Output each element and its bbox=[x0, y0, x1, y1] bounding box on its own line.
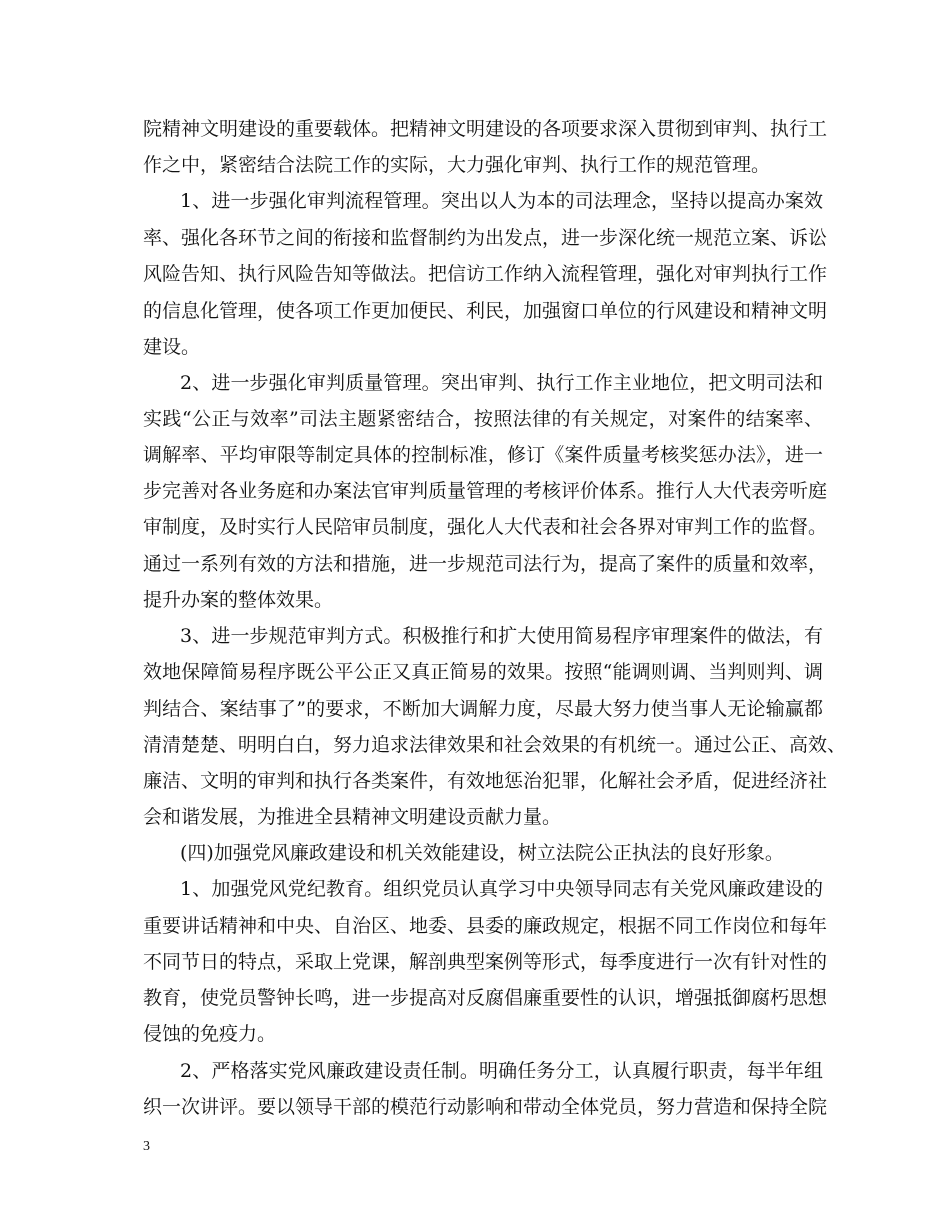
text-line: 教育，使党员警钟长鸣，进一步提高对反腐倡廉重要性的认识，增强抵御腐朽思想 bbox=[143, 987, 828, 1009]
text-line: 2、进一步强化审判质量管理。突出审判、执行工作主业地位，把文明司法和 bbox=[180, 372, 823, 394]
text-line: 实践“公正与效率”司法主题紧密结合，按照法律的有关规定，对案件的结案率、 bbox=[143, 408, 823, 430]
text-line: 3、进一步规范审判方式。积极推行和扩大使用简易程序审理案件的做法，有 bbox=[180, 625, 823, 647]
text-line: 织一次讲评。要以领导干部的模范行动影响和带动全体党员，努力营造和保持全院 bbox=[143, 1096, 828, 1118]
text-line: 2、严格落实党风廉政建设责任制。明确任务分工，认真履行职责，每半年组 bbox=[180, 1060, 823, 1082]
text-line: 效地保障简易程序既公平公正又真正简易的效果。按照“能调则调、当判则判、调 bbox=[143, 661, 823, 683]
text-line: 会和谐发展，为推进全县精神文明建设贡献力量。 bbox=[143, 806, 562, 828]
text-line: 的信息化管理，使各项工作更加便民、利民，加强窗口单位的行风建设和精神文明 bbox=[143, 300, 828, 322]
text-line: 提升办案的整体效果。 bbox=[143, 589, 334, 611]
text-line: 建设。 bbox=[143, 336, 201, 358]
text-line: 廉洁、文明的审判和执行各类案件，有效地惩治犯罪，化解社会矛盾，促进经济社 bbox=[143, 770, 828, 792]
page-number: 3 bbox=[143, 1139, 150, 1154]
text-line: 率、强化各环节之间的衔接和监督制约为出发点，进一步深化统一规范立案、诉讼 bbox=[143, 227, 828, 249]
text-line: 作之中，紧密结合法院工作的实际，大力强化审判、执行工作的规范管理。 bbox=[143, 154, 771, 176]
text-line: 风险告知、执行风险告知等做法。把信访工作纳入流程管理，强化对审判执行工作 bbox=[143, 263, 828, 285]
text-line: 院精神文明建设的重要载体。把精神文明建设的各项要求深入贯彻到审判、执行工 bbox=[143, 118, 828, 140]
text-line: 不同节日的特点，采取上党课，解剖典型案例等形式，每季度进行一次有针对性的 bbox=[143, 951, 828, 973]
text-line: 重要讲话精神和中央、自治区、地委、县委的廉政规定，根据不同工作岗位和每年 bbox=[143, 915, 828, 937]
text-line: 通过一系列有效的方法和措施，进一步规范司法行为，提高了案件的质量和效率， bbox=[143, 553, 828, 575]
text-line: 侵蚀的免疫力。 bbox=[143, 1023, 277, 1045]
text-line: 判结合、案结事了”的要求，不断加大调解力度，尽最大努力使当事人无论输赢都 bbox=[143, 698, 823, 720]
section-heading: (四)加强党风廉政建设和机关效能建设，树立法院公正执法的良好形象。 bbox=[180, 842, 784, 864]
text-line: 清清楚楚、明明白白，努力追求法律效果和社会效果的有机统一。通过公正、高效、 bbox=[143, 734, 847, 756]
text-line: 1、加强党风党纪教育。组织党员认真学习中央领导同志有关党风廉政建设的 bbox=[180, 878, 823, 900]
text-line: 步完善对各业务庭和办案法官审判质量管理的考核评价体系。推行人大代表旁听庭 bbox=[143, 480, 828, 502]
text-line: 1、进一步强化审判流程管理。突出以人为本的司法理念，坚持以提高办案效 bbox=[180, 190, 823, 212]
text-line: 调解率、平均审限等制定具体的控制标准，修订《案件质量考核奖惩办法》，进一 bbox=[143, 444, 823, 466]
text-line: 审制度，及时实行人民陪审员制度，强化人大代表和社会各界对审判工作的监督。 bbox=[143, 516, 828, 538]
